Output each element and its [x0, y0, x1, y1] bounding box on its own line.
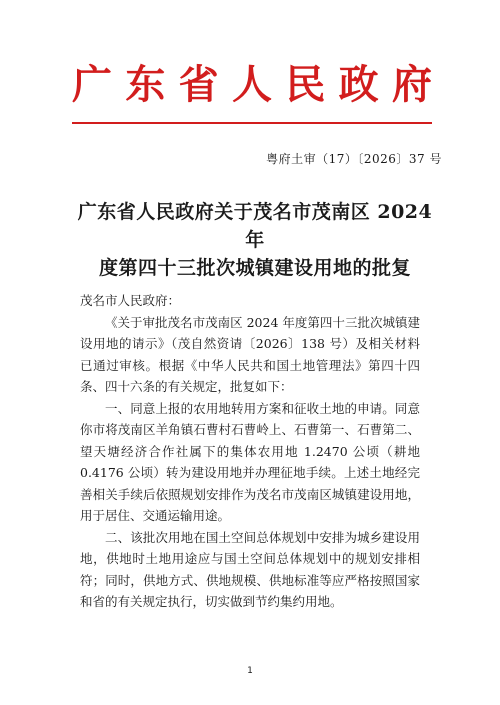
body-paragraph: 《关于审批茂名市茂南区 2024 年度第四十三批次城镇建设用地的请示》（茂自然资请〔2026〕138 号）及相关材料已通过审核。根据《中华人民共和国土地管理法》第四十四条、四十六条的有关规定，批复如下： — [80, 314, 420, 394]
document-body — [80, 290, 420, 613]
header-divider — [72, 122, 432, 124]
body-paragraph: 一、同意上报的农用地转用方案和征收土地的申请。同意你市将茂南区羊角镇石曹村石曹岭上、石曹第一、石曹第二、望天塘经济合作社属下的集体农用地 1.2470 公顷（耕地 0.4176 公顷）转为建设用地并办理征地手续。上述土地经完善相关手续后依照规划安排作为茂名市茂南区城镇建设用地，用于居住、交通运输用途。 — [80, 400, 420, 523]
salutation: 茂名市人民政府： — [80, 293, 181, 308]
header-char: 广 — [72, 61, 112, 108]
title-line: 广东省人民政府关于茂名市茂南区 2024 年 — [77, 201, 433, 251]
page-number: 1 — [247, 666, 253, 676]
document-title — [70, 198, 440, 282]
header-char: 民 — [285, 61, 326, 108]
document-number: 粤府土审（17）〔2026〕37 号 — [266, 152, 442, 166]
header-char: 人 — [231, 61, 272, 108]
header-char: 政 — [338, 61, 379, 108]
header-char: 府 — [391, 61, 432, 108]
header-char: 东 — [125, 61, 166, 108]
header-char: 省 — [178, 61, 219, 108]
government-header — [72, 60, 432, 110]
title-line: 度第四十三批次城镇建设用地的批复 — [98, 257, 411, 279]
body-paragraph: 二、该批次用地在国土空间总体规划中安排为城乡建设用地，供地时土地用途应与国土空间总体规划中的规划安排相符；同时，供地方式、供地规模、供地标准等应严格按照国家和省的有关规定执行，切实做到节约集约用地。 — [80, 529, 420, 609]
